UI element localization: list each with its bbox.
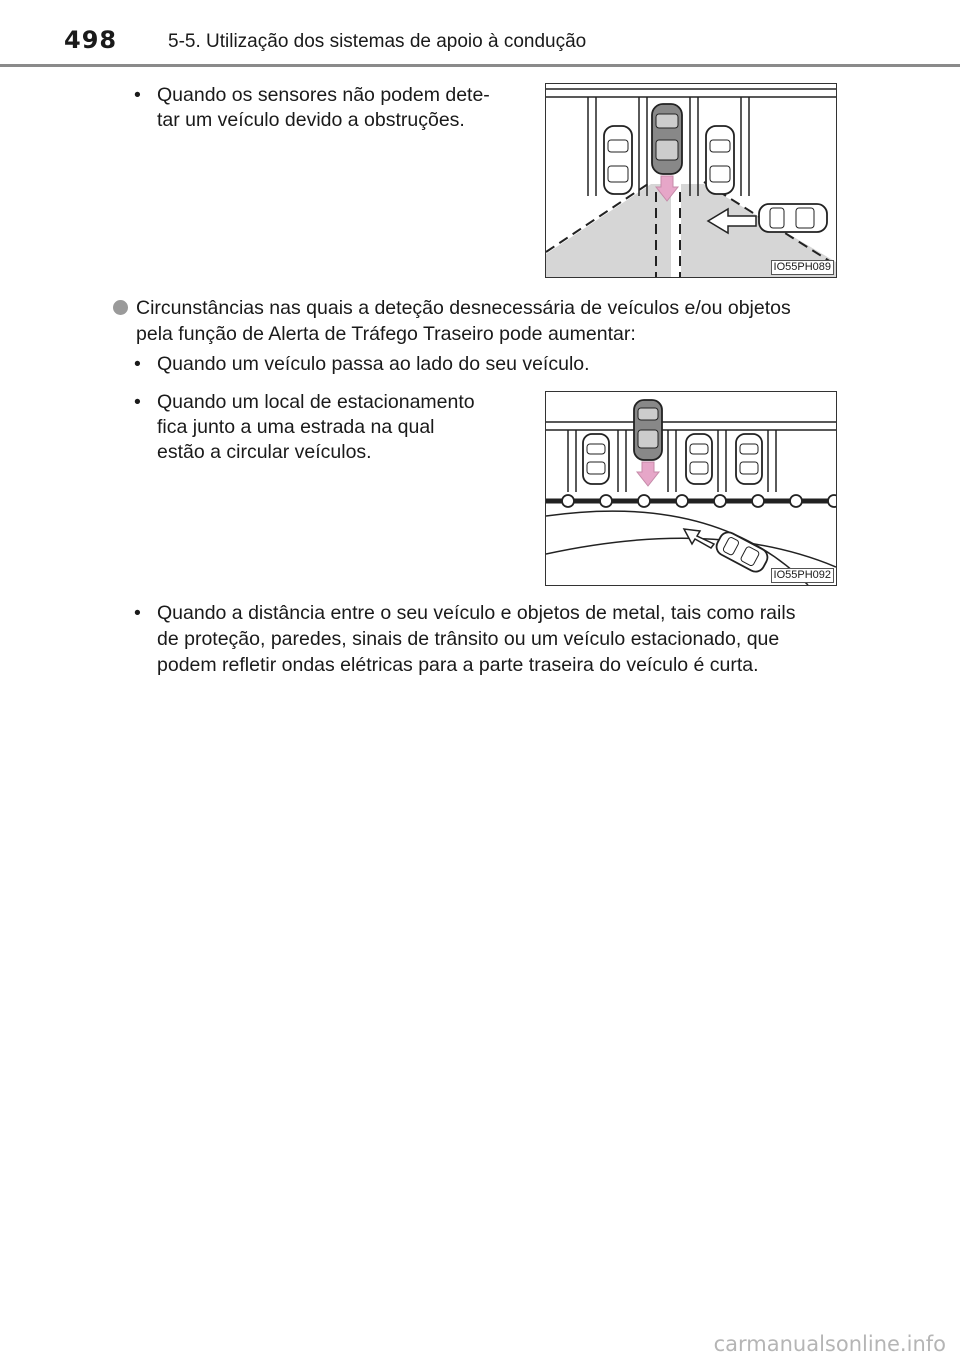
approaching-car	[759, 204, 827, 232]
bullet1-line1: Quando os sensores não podem dete-	[157, 84, 490, 106]
page-number: 498	[64, 26, 118, 54]
bullet4-line2: de proteção, paredes, sinais de trânsito ou um veículo estacionado, que	[157, 628, 780, 650]
bullet3-line2: fica junto a uma estrada na qual	[157, 416, 435, 438]
bullet-marker: •	[134, 391, 141, 413]
parking-road-illustration	[546, 392, 836, 585]
own-car	[634, 400, 662, 460]
page-header	[0, 0, 960, 68]
approaching-car	[713, 529, 770, 575]
bullet4-line3: podem refletir ondas elétricas para a parte traseira do veículo é curta.	[157, 654, 759, 676]
parking-obstruction-illustration	[546, 84, 836, 277]
parked-car-right	[706, 126, 734, 194]
section-title: 5-5. Utilização dos sistemas de apoio à condução	[168, 31, 587, 52]
bullet-marker: •	[134, 602, 141, 624]
bullet-marker: •	[134, 84, 141, 106]
road-edge-inner	[546, 511, 808, 585]
watermark[interactable]: carmanualsonline.info	[713, 1332, 946, 1356]
figure-sensor-obstruction	[545, 83, 837, 278]
parked-car-left	[604, 126, 632, 194]
bullet2-text: Quando um veículo passa ao lado do seu veículo.	[157, 353, 590, 375]
figure-parking-near-road	[545, 391, 837, 586]
bullet4-line1: Quando a distância entre o seu veículo e objetos de metal, tais como rails	[157, 602, 796, 624]
figure-code: IO55PH092	[771, 568, 834, 583]
bullet1-line2: tar um veículo devido a obstruções.	[157, 109, 465, 131]
section-line2: pela função de Alerta de Tráfego Traseiro pode aumentar:	[136, 323, 636, 345]
reverse-arrow-icon	[637, 462, 659, 486]
circle-bullet-icon	[113, 300, 128, 315]
figure-code: IO55PH089	[771, 260, 834, 275]
section-line1: Circunstâncias nas quais a deteção desnecessária de veículos e/ou objetos	[136, 297, 791, 319]
header-divider	[0, 64, 960, 67]
own-car	[652, 104, 682, 174]
parked-car-right	[736, 434, 762, 484]
parked-car-left	[583, 434, 609, 484]
bullet-marker: •	[134, 353, 141, 375]
bullet3-line1: Quando um local de estacionamento	[157, 391, 475, 413]
parked-car-middle	[686, 434, 712, 484]
bullet3-line3: estão a circular veículos.	[157, 441, 372, 463]
detection-zone-left	[546, 184, 671, 277]
